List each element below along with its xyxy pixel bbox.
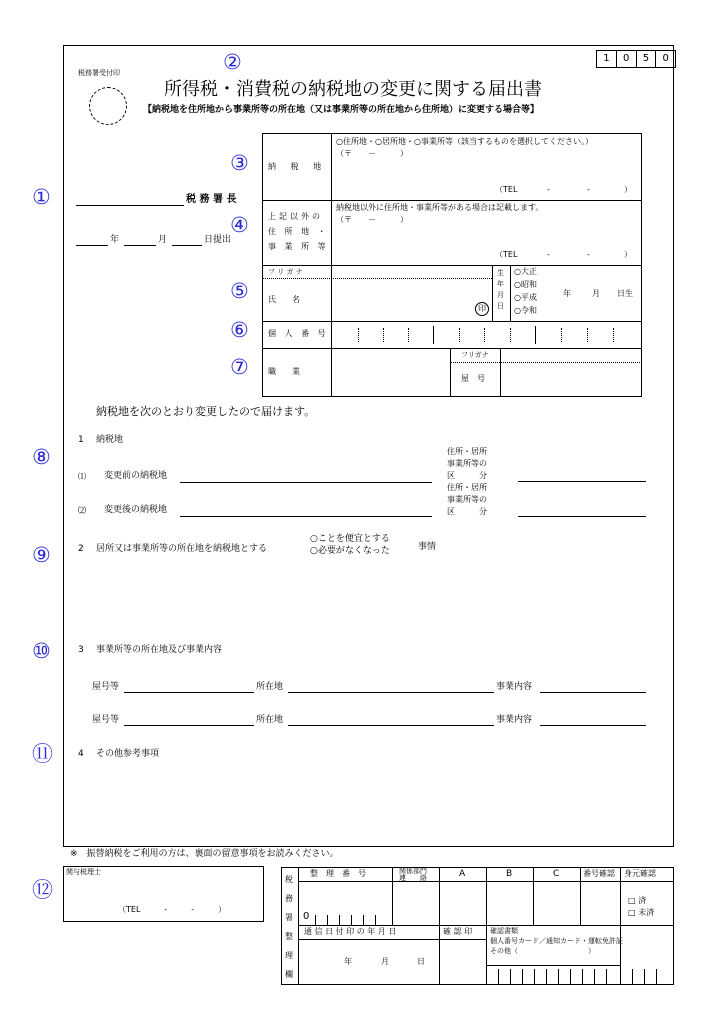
sec1-num: 1 [78, 435, 84, 445]
sec1-item2: 変更後の納税地 [104, 505, 168, 515]
sec1-category-label: 住所・居所 [447, 483, 487, 492]
sec4-title: その他参考事項 [96, 749, 160, 759]
office-side-label: 署 [285, 913, 293, 922]
era-option: ○昭和 [514, 280, 537, 289]
office-side-label: 理 [285, 951, 293, 960]
my-number-label: 個 人 番 号 [268, 329, 329, 338]
nozeichi-label: 納 税 地 [268, 162, 328, 171]
sec3-shop-label: 屋号等 [92, 682, 120, 692]
kakunin-in-label: 確 認 印 [443, 927, 473, 936]
sec1-category1-line [518, 481, 646, 482]
kankei-bumon-label: 関係部門 [399, 867, 427, 875]
marker-3: ③ [230, 151, 249, 175]
col-c-label: C [553, 869, 560, 879]
birth-label: 生 [497, 269, 504, 277]
sec1-item2-line [180, 516, 432, 517]
date-year-label: 年 [110, 235, 120, 245]
sec3-title: 事業所等の所在地及び事業内容 [96, 645, 223, 655]
nozeichi-tel-dash: - [587, 185, 590, 194]
marker-11: ⑪ [32, 742, 53, 766]
tax-accountant-tel: （TEL - - ） [118, 905, 227, 914]
tax-accountant-label: 関与税理士 [66, 868, 101, 876]
col-b-label: B [506, 869, 513, 879]
marker-10: ⑩ [32, 639, 51, 663]
sec1-category-label: 住所・居所 [447, 447, 487, 456]
shop-name-label: 屋 号 [461, 374, 485, 383]
sec3-location-label: 所在地 [256, 682, 284, 692]
marker-5: ⑤ [230, 279, 249, 303]
occupation-label: 職 業 [268, 367, 300, 376]
tsushin-label: 通 信 日 付 印 の 年 月 日 [304, 927, 397, 936]
intro-text: 納税地を次のとおり変更したので届けます。 [96, 405, 316, 418]
date-year-line [76, 245, 108, 246]
docs-other: その他（ ） [490, 947, 595, 955]
sec1-title: 納税地 [96, 435, 124, 445]
sec1-item2-num: ⑵ [78, 506, 86, 515]
birth-month-label: 月 [592, 289, 600, 298]
seal-mark: 印 [475, 302, 489, 316]
era-option: ○令和 [514, 306, 537, 315]
sec2-suffix: 事情 [418, 542, 437, 552]
sec1-item1-num: ⑴ [78, 472, 86, 481]
birth-label: 年 [497, 280, 504, 288]
seiri-bango-zero: 0 [303, 911, 310, 922]
marker-7: ⑦ [230, 355, 249, 379]
sec2-num: 2 [78, 544, 84, 554]
date-day-line [172, 245, 202, 246]
furigana-label: フ リ ガ ナ [268, 268, 303, 276]
marker-4: ④ [230, 213, 249, 237]
other-address-note: 納税地以外に住所地・事業所等がある場合は記載します。 [336, 203, 544, 212]
office-year-label: 年 [344, 957, 352, 966]
marker-8: ⑧ [32, 445, 51, 469]
name-label: 氏 名 [268, 295, 300, 304]
other-address-postal: （〒 － ） [336, 215, 408, 224]
receipt-stamp-circle [89, 87, 127, 125]
sec1-item1-line [180, 482, 432, 483]
birth-day-label: 日生 [617, 289, 633, 298]
nozeichi-options: ○住所地・○居所地・○事業所等（該当するものを選択してください。） [336, 137, 593, 146]
birth-label: 日 [497, 302, 504, 310]
sec1-category-label: 事業所等の [447, 495, 487, 504]
office-month-label: 月 [381, 957, 389, 966]
sec4-num: 4 [78, 749, 84, 759]
office-side-label: 務 [285, 894, 293, 903]
birth-label: 月 [497, 291, 504, 299]
kankei-bumon-label: 連 絡 [399, 874, 427, 882]
docs-list: 個人番号カード／通知カード・運転免許証 [490, 937, 623, 945]
marker-1: ① [32, 185, 51, 209]
col-a-label: A [459, 869, 466, 879]
tax-office-line [76, 205, 184, 206]
sec3-business-label: 事業内容 [496, 682, 533, 692]
date-day-submit-label: 日提出 [204, 235, 232, 245]
sec1-category-label: 事業所等の [447, 459, 487, 468]
sec1-category-label: 区 分 [447, 471, 487, 480]
marker-9: ⑨ [32, 543, 51, 567]
office-day-label: 日 [417, 957, 425, 966]
birth-year-label: 年 [563, 289, 571, 298]
nozeichi-postal: （〒 － ） [336, 149, 408, 158]
nozeichi-tel-dash: - [547, 185, 550, 194]
mimoto-done-checkbox[interactable]: □ 済 [628, 896, 647, 905]
sec3-num: 3 [78, 645, 84, 655]
office-side-label: 欄 [285, 970, 293, 979]
sec3-shop-label: 屋号等 [92, 715, 120, 725]
office-use-table [281, 867, 674, 985]
footer-note: ※ 振替納税をご利用の方は、裏面の留意事項をお読みください。 [70, 849, 339, 859]
form-code-digit: 0 [617, 51, 637, 67]
bango-kakunin-label: 番号確認 [583, 869, 615, 878]
sec2-option-1: ○ことを便宜とする [310, 534, 390, 544]
other-address-tel-dash: - [547, 250, 550, 259]
date-month-line [124, 245, 156, 246]
sec2-title: 居所又は事業所等の所在地を納税地とする [96, 544, 268, 554]
sec3-location-label: 所在地 [256, 715, 284, 725]
page-subtitle: 【納税地を住所地から事業所等の所在地（又は事業所等の所在地から住所地）に変更する場合等】 [143, 105, 540, 115]
marker-2: ② [223, 50, 242, 74]
mimoto-kakunin-label: 身元確認 [624, 869, 656, 878]
other-address-tel-dash: - [587, 250, 590, 259]
marker-6: ⑥ [230, 318, 249, 342]
docs-title: 確認書類 [490, 927, 518, 935]
other-address-tel-open: （TEL [495, 250, 518, 259]
office-side-label: 整 [285, 932, 293, 941]
other-address-tel-close: ） [624, 250, 632, 259]
mimoto-not-done-checkbox[interactable]: □ 未済 [628, 908, 655, 917]
nozeichi-tel-open: （TEL [495, 185, 518, 194]
seiri-bango-label: 整 理 番 号 [310, 869, 366, 878]
marker-12: ⑫ [32, 878, 53, 902]
era-option: ○大正 [514, 267, 537, 276]
receipt-stamp-label: 税務署受付印 [78, 69, 120, 77]
other-address-label: 上記以外の [268, 212, 323, 221]
date-month-label: 月 [158, 235, 168, 245]
office-side-label: 税 [285, 875, 293, 884]
form-code-digit: 0 [662, 53, 669, 64]
sec1-category-label: 区 分 [447, 507, 487, 516]
other-address-label: 住 所 地 ・ [268, 227, 329, 236]
shop-furigana-label: フリガナ [461, 351, 489, 359]
form-code-digit: 5 [637, 51, 657, 67]
era-option: ○平成 [514, 293, 537, 302]
sec3-business-label: 事業内容 [496, 715, 533, 725]
sec1-item1: 変更前の納税地 [104, 471, 168, 481]
nozeichi-tel-close: ） [624, 185, 632, 194]
sec1-category2-line [518, 516, 646, 517]
other-address-label: 事 業 所 等 [268, 242, 329, 251]
form-code-digit: 1 [597, 51, 617, 67]
page-title: 所得税・消費税の納税地の変更に関する届出書 [164, 79, 542, 100]
sec2-option-2: ○必要がなくなった [310, 546, 390, 556]
tax-office-suffix: 税 務 署 長 [186, 194, 237, 205]
